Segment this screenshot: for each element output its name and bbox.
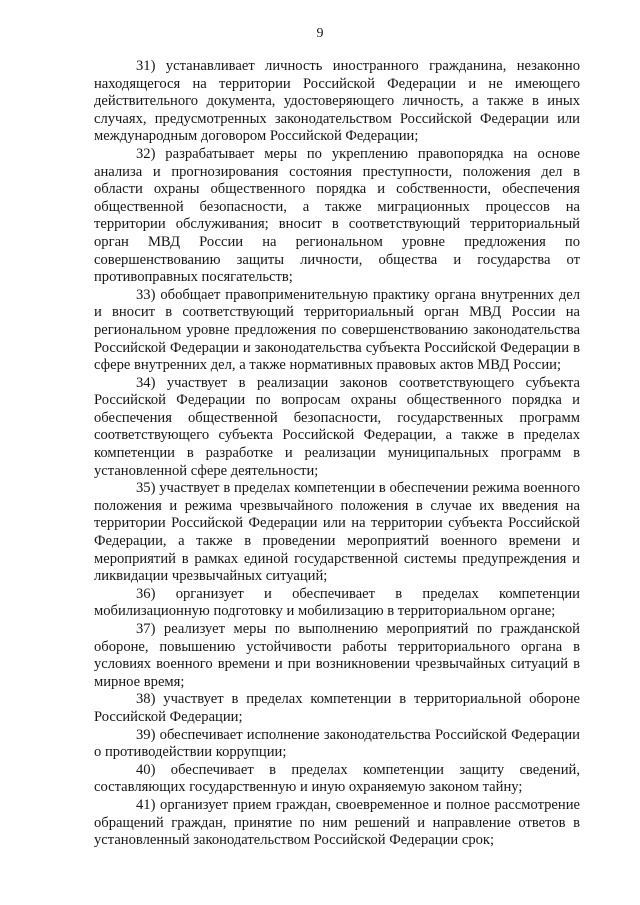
paragraph-item-31: 31) устанавливает личность иностранного гражданина, незаконно находящегося на территории Российской Федерации и не имеющего действительного документа, удостоверяющего личность, а также в иных случаях, предусмотренных законодательством Российской Федерации или международным договором Российской Федерации; <box>94 58 580 145</box>
paragraph-item-40: 40) обеспечивает в пределах компетенции защиту сведений, составляющих государственную и иную охраняемую законом тайну; <box>94 761 580 796</box>
paragraph-item-34: 34) участвует в реализации законов соответствующего субъекта Российской Федерации по вопросам охраны общественного порядка и обеспечения общественной безопасности, государственных программ соответствующего субъекта Российской Федерации, а также в пределах компетенции в разработке и реализации муниципальных программ в установленной сфере деятельности; <box>94 374 580 479</box>
paragraph-item-32: 32) разрабатывает меры по укреплению правопорядка на основе анализа и прогнозирования состояния преступности, положения дел в области охраны общественного порядка и собственности, обеспечения общественной безопасности, а также миграционных процессов на территории обслуживания; вносит в соответствующий территориальный орган МВД России на региональном уровне предложения по совершенствованию защиты личности, общества и государства от противоправных посягательств; <box>94 145 580 286</box>
paragraph-item-39: 39) обеспечивает исполнение законодательства Российской Федерации о противодействии коррупции; <box>94 726 580 761</box>
paragraph-item-33: 33) обобщает правоприменительную практику органа внутренних дел и вносит в соответствующий территориальный орган МВД России на региональном уровне предложения по совершенствованию законодательства Российской Федерации и законодательства субъекта Российской Федерации в сфере внутренних дел, а также нормативных правовых актов МВД России; <box>94 286 580 374</box>
paragraph-item-36: 36) организует и обеспечивает в пределах компетенции мобилизационную подготовку и мобилизацию в территориальном органе; <box>94 585 580 620</box>
paragraph-item-37: 37) реализует меры по выполнению мероприятий по гражданской обороне, повышению устойчивости работы территориального органа в условиях военного времени и при возникновении чрезвычайных ситуаций в мирное время; <box>94 621 580 690</box>
paragraph-item-38: 38) участвует в пределах компетенции в территориальной обороне Российской Федерации; <box>94 691 580 725</box>
paragraph-item-41: 41) организует прием граждан, своевременное и полное рассмотрение обращений граждан, принятие по ним решений и направление ответов в установленный законодательством Российской Федерации срок; <box>94 796 580 849</box>
page-number: 9 <box>316 26 324 41</box>
document-body <box>94 58 580 850</box>
paragraph-item-35: 35) участвует в пределах компетенции в обеспечении режима военного положения и режима чрезвычайного положения в случае их введения на территории Российской Федерации или на территории субъекта Российской Федерации, а также в проведении мероприятий военного времени и мероприятий в рамках единой государственной системы предупреждения и ликвидации чрезвычайных ситуаций; <box>94 480 580 585</box>
